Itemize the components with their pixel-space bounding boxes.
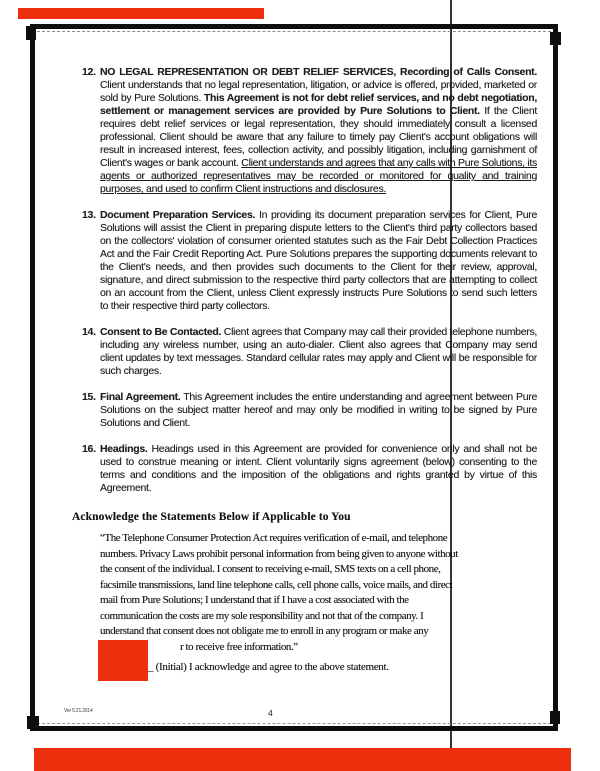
quote-line-redacted: r to receive free information.” [180,640,298,653]
numbered-paragraph [72,443,537,495]
paragraph-text: NO LEGAL REPRESENTATION OR DEBT RELIEF SERVICES, Recording of Calls Consent. Client understands that no legal representation, litigation, or advice is offered, provided, marketed or sold by Pure Solutions. This Agreement is not for debt relief services, and no debt negotiation, settlement or management services are provided by Pure Solutions to Client. If the Client requires debt relief services or legal representation, they should immediately consult a licensed professional. Client should be aware that any failure to timely pay Client's account obligations will result in increased interest, fees, collection activity, and possibly litigation, including garnishment of Client's wages or bank account. Client understands and agrees that any calls with Pure Solutions, its agents or authorized representatives may be recorded or monitored for quality and training purposes, and used to confirm Client instructions and disclosures. [100,66,537,195]
quote-line: the consent of the individual. I consent to receiving e-mail, SMS texts on a cell phone, [100,563,441,575]
paragraph-number: 14. [82,326,96,338]
footer-version-label: Ver 5.21.2014 [64,708,93,714]
initial-acknowledgement-line: _ (Initial) I acknowledge and agree to the above statement. [148,661,389,673]
frame-corner-top-right [550,32,561,45]
numbered-paragraph [72,391,537,430]
paragraph-number: 13. [82,209,96,221]
numbered-paragraph [72,209,537,313]
quote-lines [100,531,537,640]
quote-line: “The Telephone Consumer Protection Act requires verification of e-mail, and telephone [100,532,448,544]
numbered-paragraph-list [72,66,537,495]
bottom-redaction-bar [34,748,571,771]
acknowledge-heading: Acknowledge the Statements Below if Applicable to You [72,511,351,523]
consent-quote-block [100,531,537,655]
top-redaction-bar [18,8,264,19]
paragraph-text: Headings. Headings used in this Agreement are provided for convenience only and shall not be used to construe meaning or intent. Client voluntarily signs agreement (below) consenting to the terms and conditions and the imposition of the obligations and rights granted by virtue of this Agreement. [100,443,537,494]
paragraph-text: Document Preparation Services. In providing its document preparation services for Client, Pure Solutions will assist the Client in preparing dispute letters to the Client's third party collectors based on the collectors' violation of consumer oriented statutes such as the Fair Debt Collection Practices Act and the Fair Credit Reporting Act. Pure Solutions prepares the supporting documents relevant to the Client's needs, and then provides such documents to the Client for their review, approval, signature, and direct submission to the respective third party collectors that are attempting to collect on an account from the Client, unless Client expressly instructs Pure Solutions to send such letters to their respective third party collectors. [100,209,538,312]
agreement-body [72,66,537,673]
numbered-paragraph [72,66,537,196]
paragraph-text: Final Agreement. This Agreement includes the entire understanding and agreement between Pure Solutions on the subject matter hereof and may only be modified in writing to be signed by Pure Solutions and Client. [100,391,537,429]
frame-corner-top-left [26,26,36,40]
paragraph-number: 12. [82,66,96,78]
quote-line: communication the costs are my sole responsibility and not that of the company. I [100,609,424,622]
quote-line: mail from Pure Solutions; I understand that if I have a cost associated with the [100,594,409,606]
quote-line: numbers. Privacy Laws prohibit personal information from being given to anyone without [100,547,458,560]
paragraph-number: 16. [82,443,96,455]
frame-corner-bottom-left [27,716,39,729]
initials-redaction-box [98,640,148,681]
numbered-paragraph [72,326,537,378]
frame-corner-bottom-right [550,711,560,724]
page-number: 4 [268,708,273,718]
quote-line: facsimile transmissions, land line telephone calls, cell phone calls, voice mails, and direct [100,578,453,591]
paragraph-text: Consent to Be Contacted. Client agrees that Company may call their provided telephone numbers, including any wireless number, using an auto-dialer. Client also agrees that Company may send client updates by text messages. Standard cellular rates may apply and Client will be responsible for such charges. [100,326,538,377]
paragraph-number: 15. [82,391,96,403]
quote-line: understand that consent does not obligate me to enroll in any program or make any [100,625,429,637]
